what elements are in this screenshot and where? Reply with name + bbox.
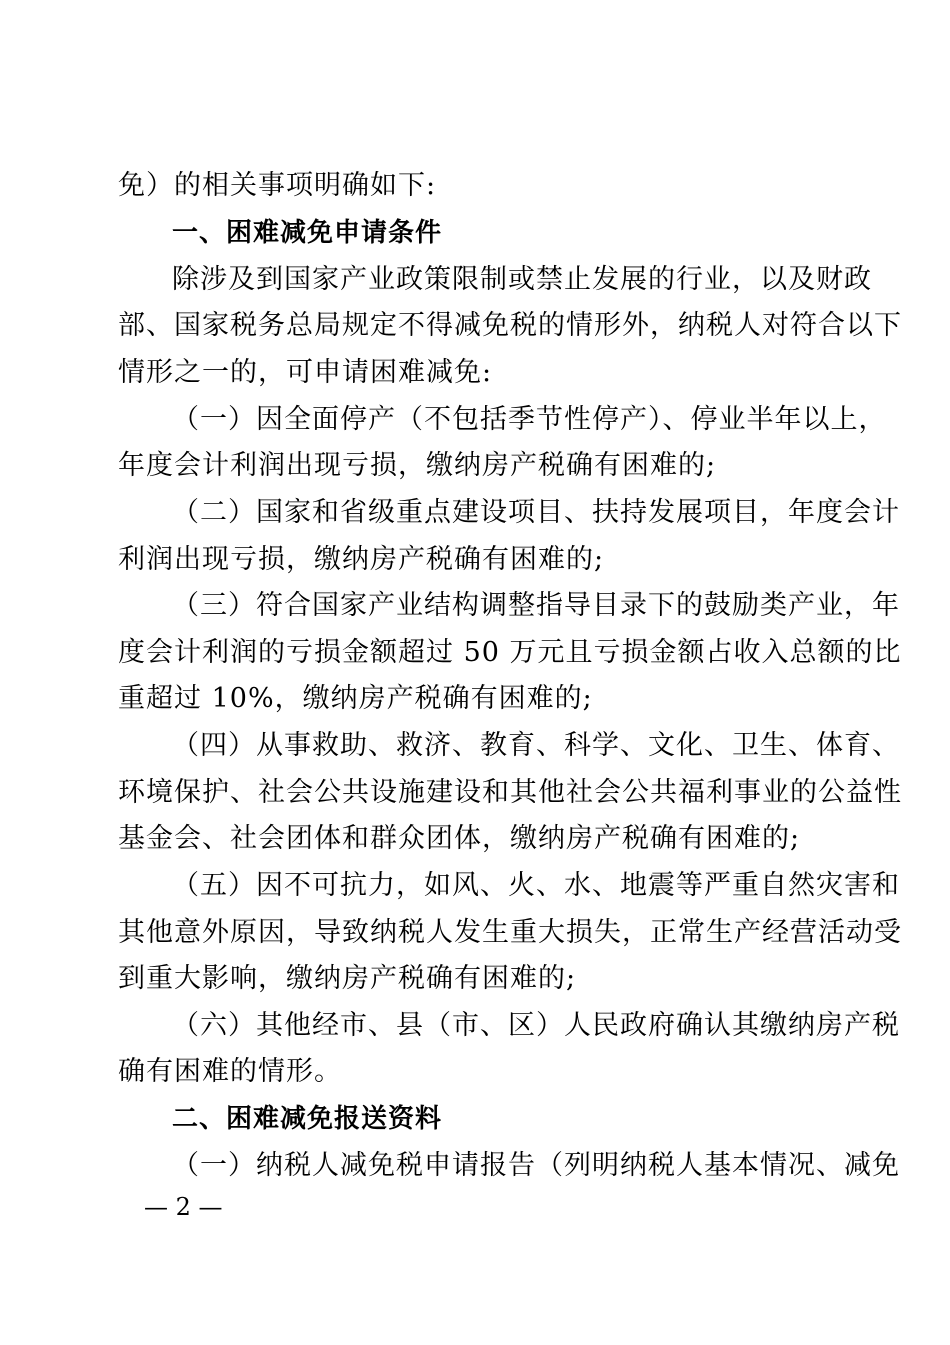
text-line: 确有困难的情形。 — [118, 1056, 342, 1087]
text-line: 利润出现亏损，缴纳房产税确有困难的; — [118, 544, 605, 575]
text-line: 环境保护、社会公共设施建设和其他社会公共福利事业的公益性 — [118, 777, 902, 808]
text-line: 部、国家税务总局规定不得减免税的情形外，纳税人对符合以下 — [118, 310, 902, 341]
text-line: 其他意外原因，导致纳税人发生重大损失，正常生产经营活动受 — [118, 917, 902, 948]
text-line: 重超过 10%，缴纳房产税确有困难的; — [118, 683, 593, 714]
section-heading: 一、困难减免申请条件 — [172, 218, 443, 248]
text-line: （一）因全面停产（不包括季节性停产）、停业半年以上， — [172, 404, 887, 435]
text-line: 年度会计利润出现亏损，缴纳房产税确有困难的; — [118, 450, 717, 481]
text-line: 免）的相关事项明确如下: — [118, 170, 437, 201]
text-line: 情形之一的，可申请困难减免: — [118, 357, 493, 388]
text-line: （三）符合国家产业结构调整指导目录下的鼓励类产业，年 — [172, 590, 900, 621]
page-number: — 2 — — [144, 1193, 223, 1221]
section-heading: 二、困难减免报送资料 — [172, 1104, 443, 1134]
text-line: 除涉及到国家产业政策限制或禁止发展的行业，以及财政 — [172, 264, 872, 295]
text-line: 度会计利润的亏损金额超过 50 万元且亏损金额占收入总额的比 — [118, 637, 902, 668]
text-line: （四）从事救助、救济、教育、科学、文化、卫生、体育、 — [172, 730, 900, 761]
text-line: （一）纳税人减免税申请报告（列明纳税人基本情况、减免 — [172, 1150, 900, 1181]
text-line: （六）其他经市、县（市、区）人民政府确认其缴纳房产税 — [172, 1010, 900, 1041]
text-line: 到重大影响，缴纳房产税确有困难的; — [118, 963, 577, 994]
text-line: （二）国家和省级重点建设项目、扶持发展项目，年度会计 — [172, 497, 900, 528]
text-line: 基金会、社会团体和群众团体，缴纳房产税确有困难的; — [118, 823, 801, 854]
text-line: （五）因不可抗力，如风、火、水、地震等严重自然灾害和 — [172, 870, 900, 901]
